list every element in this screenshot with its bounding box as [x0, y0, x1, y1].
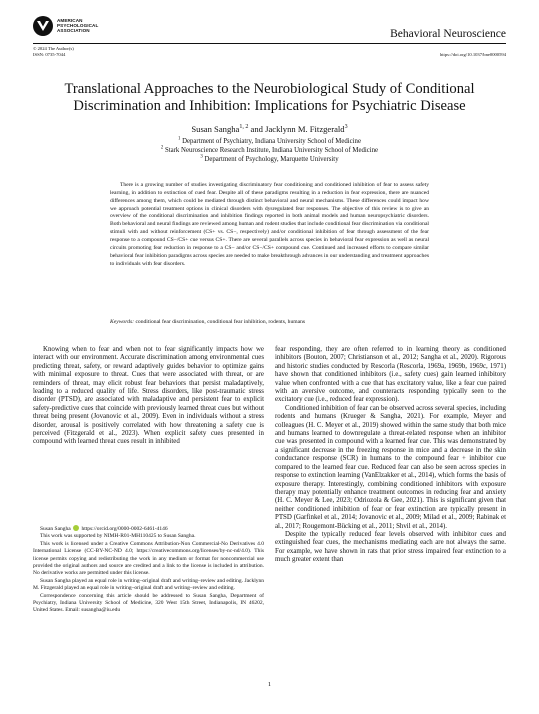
keywords — [110, 319, 429, 326]
footnote-paragraph: Susan Sangha played an equal role in writing–original draft and writing–review and editing. Jacklynn M. Fitzgerald played an equal role in writing–original draft and writing–review and editing. — [33, 577, 264, 592]
doi-link[interactable]: https://doi.org/10.1037/bne0000594 — [439, 52, 506, 57]
body-paragraph: Conditioned inhibition of fear can be observed across several species, including rodents and humans (Krueger & Sangha, 2021). For example, Meyer and colleagues (H. C. Meyer et al., 2019) showed within the same study that both mice and humans learned to downregulate a threat-related response when an inhibitor cue was presented in compound with a learned fear cue. This was demonstrated by a significant decrease in the freezing response in mice and a decrease in the skin conductance response (SCR) in humans to the compound fear + inhibitor cue compared to the learned fear cue. Reduced fear can also be seen across species in response to extinction learning (VanElzakker et al., 2014), which forms the basis of exposure therapy. Interestingly, combining conditioned inhibitors with exposure therapy may potentially enhance treatment outcomes in reducing fear and anxiety (H. C. Meyer & Lee, 2023; Odriozola & Gee, 2021). This is significant given that neither conditioned inhibition of fear or fear extinction are typically present in PTSD (Garfinkel et al., 2014; Jovanovic et al., 2009; Milad et al., 2009; Rabinak et al., 2017; Rougemont-Bücking et al., 2011; Shvil et al., 2014). — [275, 404, 506, 530]
footnote-paragraph: This work is licensed under a Creative Commons Attribution-Non Commercial-No Derivatives 4.0 International License (CC-BY-NC-ND 4.0; https://creativecommons.org/licenses/by-nc-nd/4.0). This license permits copying and redistributing the work in any medium or format for noncommercial use provided the original authors and source are credited and a link to the license is included in attribution. No derivative works are permitted under this license. — [33, 540, 264, 577]
body-paragraph: Despite the typically reduced fear levels observed with inhibitor cues and extinguished fear cues, the mechanisms mediating each are not always the same. For example, we have shown in rats that prior stress impaired fear extinction to a much greater extent than — [275, 530, 506, 564]
affiliation-text: Department of Psychology, Marquette University — [204, 156, 339, 163]
author-name: Jacklynn M. Fitzgerald — [265, 124, 345, 134]
publisher-line: PSYCHOLOGICAL — [57, 23, 99, 28]
page-number: 1 — [267, 681, 272, 688]
publisher-line: ASSOCIATION — [57, 28, 90, 33]
author-affiliation-marker: 3 — [344, 124, 348, 131]
footnote-paragraph: This work was supported by NIMH-R01-MH110425 to Susan Sangha. — [40, 533, 196, 540]
body-column-left — [33, 346, 264, 447]
affiliation — [33, 147, 506, 155]
author-line — [33, 124, 506, 134]
copyright-text: © 2024 The Author(s) — [33, 46, 74, 51]
orcid-icon[interactable] — [73, 525, 79, 531]
author-affiliation-marker: 1, 2 — [239, 124, 249, 131]
affiliation-marker: 3 — [200, 154, 203, 160]
issn-text: ISSN: 0735-7044 — [33, 52, 66, 57]
publisher-logo-icon — [33, 16, 53, 36]
keywords-list: conditional fear discrimination, conditional fear inhibition, rodents, humans — [135, 319, 306, 325]
body-column-right — [275, 346, 506, 565]
header-divider — [33, 43, 506, 44]
affiliation — [33, 138, 506, 146]
publisher-name — [57, 18, 137, 33]
footnote-paragraph: Correspondence concerning this article should be addressed to Susan Sangha, Department of Psychiatry, Indiana University School of Medicine, 320 West 15th Street, Indianapolis, IN 46202, United States. Email: susangha@iu.edu — [33, 592, 264, 614]
article-title: Translational Approaches to the Neurobiological Study of Conditional Discrimination and Inhibition: Implications for Psychiatric Disease — [64, 81, 475, 114]
body-paragraph: fear responding, they are often referred to in learning theory as conditioned inhibitors (Bouton, 2007; Christianson et al., 2012; Sangha et al., 2020). Rigorous and historic studies conducted by Rescorla (Rescorla, 1969a, 1969b, 1969c, 1971) have shown that conditioned inhibitors (i.e., safety cues) gain learned inhibitory value when confronted with a cue that has excitatory value, like a fear cue paired with an aversive outcome, and counteracts responding typically seen to the excitatory cue (i.e., reduced fear expression). — [275, 346, 506, 404]
footnotes — [33, 525, 264, 615]
affiliation-marker: 1 — [178, 136, 181, 142]
author-name: Susan Sangha — [191, 124, 240, 134]
author-conjunction: and — [250, 124, 263, 134]
affiliation — [33, 156, 506, 164]
publisher-line: AMERICAN — [57, 18, 83, 23]
affiliation-text: Stark Neuroscience Research Institute, Indiana University School of Medicine — [164, 147, 379, 154]
orcid-author: Susan Sangha — [40, 526, 71, 532]
keywords-label: Keywords: — [110, 319, 135, 325]
affiliation-marker: 2 — [160, 145, 164, 151]
copyright-block — [33, 46, 74, 58]
orcid-link[interactable]: https://orcid.org/0000-0002-6461-4146 — [81, 526, 168, 532]
orcid-line — [33, 525, 264, 533]
body-paragraph: Knowing when to fear and when not to fear significantly impacts how we interact with our environment. Accurate discrimination among environmental cues predicting threat, safety, or reward adaptively guides behavior to optimize gains with minimal exposure to threat. Cues that were associated with threat, or are reminders of threat, may elicit robust fear behaviors that persist maladaptively, leading to a reduced quality of life. Stress disorders, like post-traumatic stress disorder (PTSD), are associated with maladaptive and persistent fear to explicit safety-predictive cues that coincide with previously learned threat cues but without threat being present (Jovanovic et al., 2009). Even in individuals without a stress disorder, arousal is positively correlated with how threatening a safety cue is perceived (Fitzgerald et al., 2023). When explicit safety cues presented in compound with learned threat cues result in inhibited — [33, 346, 264, 446]
abstract: There is a growing number of studies investigating discriminatory fear conditioning and conditioned inhibition of fear to assess safety learning, in addition to extinction of cued fear. Despite all of these paradigms resulting in a reduction in fear expression, there are nuanced differences among them, which could be mediated through distinct behavioral and neural mechanisms. These differences could impact how we approach potential treatment options in clinical disorders with dysregulated fear responses. The objective of this review is to give an overview of the conditional discrimination and inhibition findings reported in both animal models and human neuropsychiatric disorders. Both behavioral and neural findings are reviewed among human and rodent studies that include conditional fear discrimination via conditional stimuli with and without reinforcement (CS+ vs. CS−, respectively) and/or conditional inhibition of fear through assessment of the fear response to a compound CS−/CS+ cue versus CS+. There are several parallels across species in behavioral fear expression as well as neural circuits promoting fear reduction in response to a CS− and/or CS−/CS+ compound cue. Continued and increased efforts to compare similar behavioral fear inhibition paradigms across species are needed to make breakthrough advances in our understanding and treatment approaches to individuals with fear disorders. — [110, 182, 429, 267]
affiliation-text: Department of Psychiatry, Indiana University School of Medicine — [182, 138, 361, 145]
journal-name: Behavioral Neuroscience — [390, 28, 506, 40]
